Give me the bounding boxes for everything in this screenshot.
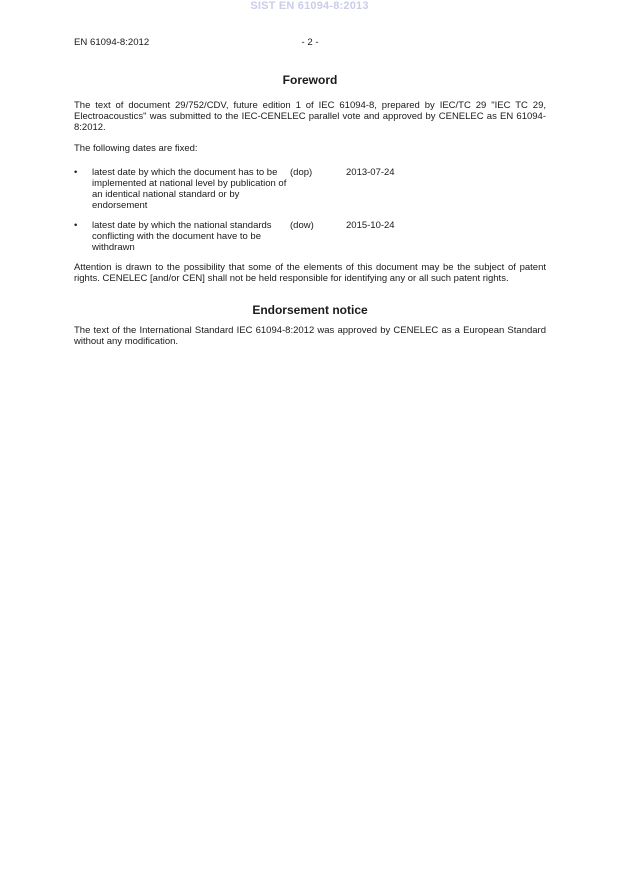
- bullet: •: [74, 167, 78, 178]
- attention-paragraph: Attention is drawn to the possibility that some of the elements of this document may be the subject of patent rights. CENELEC [and/or CEN] shall not be held responsible for identifying any or all such patent rights.: [74, 262, 546, 284]
- date-description: latest date by which the document has to be implemented at national level by publication of an identical national standard or by endorsement: [92, 167, 287, 211]
- date-abbreviation: (dop): [290, 167, 313, 178]
- page-number: - 2 -: [301, 37, 319, 48]
- endorsement-heading: Endorsement notice: [252, 303, 368, 317]
- document-body: [74, 73, 546, 347]
- date-list-item: [74, 167, 546, 211]
- date-abbreviation: (dow): [290, 220, 314, 231]
- bullet: •: [74, 220, 78, 231]
- date-value: 2015-10-24: [346, 220, 395, 231]
- document-reference: EN 61094-8:2012: [74, 37, 150, 48]
- date-description: latest date by which the national standards conflicting with the document have to be withdrawn: [92, 220, 272, 253]
- foreword-heading: Foreword: [282, 73, 338, 87]
- dates-intro-paragraph: The following dates are fixed:: [74, 143, 198, 154]
- foreword-intro-paragraph: The text of document 29/752/CDV, future edition 1 of IEC 61094-8, prepared by IEC/TC 29 "IEC TC 29, Electroacoustics" was submitted to the IEC-CENELEC parallel vote and approved by CENELEC as EN 61094-8:2012.: [74, 100, 546, 133]
- date-list-item: [74, 220, 546, 253]
- date-value: 2013-07-24: [346, 167, 395, 178]
- watermark-text: SIST EN 61094-8:2013: [250, 0, 369, 12]
- endorsement-paragraph: The text of the International Standard IEC 61094-8:2012 was approved by CENELEC as a European Standard without any modification.: [74, 325, 546, 347]
